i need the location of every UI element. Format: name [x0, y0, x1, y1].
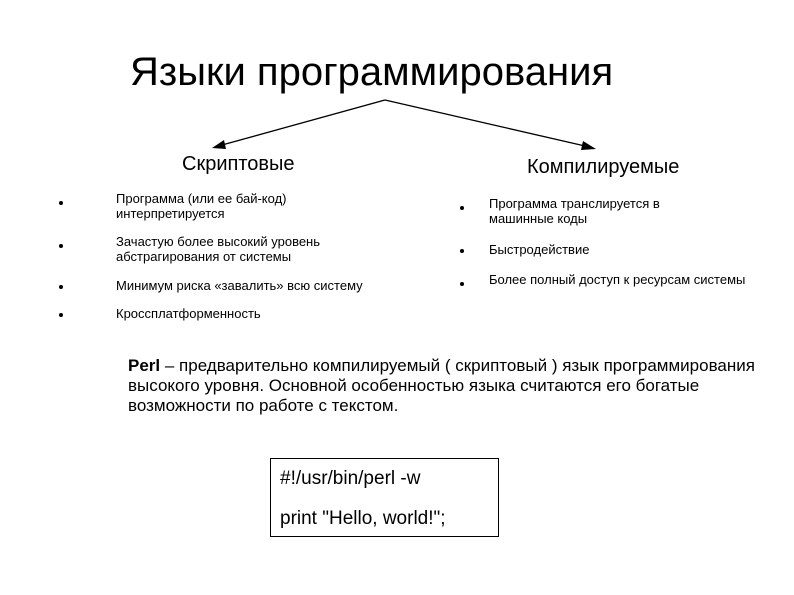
bullet-icon — [59, 285, 63, 289]
bullet-icon — [59, 313, 63, 317]
perl-description — [128, 356, 768, 416]
code-box — [270, 458, 499, 537]
bullet-icon — [59, 201, 63, 205]
bullet-icon — [460, 282, 464, 286]
bullet-icon — [460, 206, 464, 210]
code-line-print: print "Hello, world!"; — [280, 508, 446, 529]
bullet-icon — [460, 249, 464, 253]
scripting-item: Зачастую более высокий уровень абстрагирования от системы — [116, 234, 321, 264]
perl-name: Perl — [128, 356, 161, 375]
code-line-shebang: #!/usr/bin/perl -w — [280, 468, 421, 489]
compiled-item: Программа транслируется в машинные коды — [489, 196, 660, 226]
perl-text: – предварительно компилируемый ( скриптовый ) язык программирования высокого уровня. Основной особенностью языка считаются его богатые возможности по работе с текстом. — [128, 356, 755, 415]
right-arrow-line — [385, 100, 585, 146]
compiled-item: Более полный доступ к ресурсам системы — [489, 272, 746, 287]
bullet-icon — [59, 244, 63, 248]
left-arrowhead — [212, 140, 226, 149]
page-title: Языки программирования — [130, 50, 614, 94]
left-arrow-line — [222, 100, 385, 145]
right-arrowhead — [581, 141, 596, 150]
scripting-item: Кроссплатформенность — [116, 306, 261, 321]
scripting-item: Программа (или ее бай-код) интерпретируется — [116, 191, 287, 221]
scripting-item: Минимум риска «завалить» всю систему — [116, 278, 363, 293]
compiled-item: Быстродействие — [489, 242, 590, 257]
compiled-heading: Компилируемые — [527, 156, 680, 178]
scripting-heading: Скриптовые — [182, 153, 295, 175]
